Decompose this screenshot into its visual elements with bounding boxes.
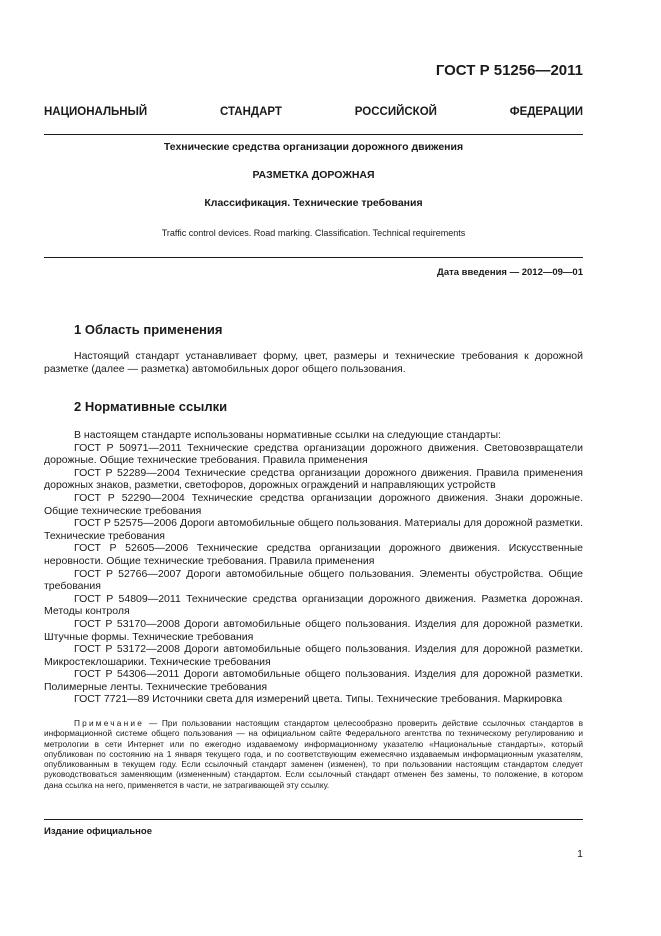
document-code: ГОСТ Р 51256—2011 <box>435 62 583 79</box>
footer-divider <box>44 819 583 820</box>
reference-item: ГОСТ Р 54809—2011 Технические средства организации дорожного движения. Разметка дорожная. Методы контроля <box>44 592 583 618</box>
top-divider <box>44 134 583 135</box>
introduction-date: Дата введения — 2012—09—01 <box>437 267 583 278</box>
references-intro: В настоящем стандарте использованы нормативные ссылки на следующие стандарты: <box>74 429 501 441</box>
title-divider <box>44 257 583 258</box>
reference-item: ГОСТ Р 53170—2008 Дороги автомобильные общего пользования. Изделия для дорожной разметки. Штучные формы. Технические требования <box>44 617 583 643</box>
reference-item: ГОСТ Р 50971—2011 Технические средства организации дорожного движения. Световозвращатели дорожные. Общие технические требования. Правила применения <box>44 441 583 467</box>
section-1-text: Настоящий стандарт устанавливает форму, цвет, размеры и технические требования к дорожной разметке (далее — разметка) автомобильных дорог общего пользования. <box>44 350 583 375</box>
title-line-1: Технические средства организации дорожного движения <box>163 141 464 153</box>
note-text: — При пользовании настоящим стандартом целесообразно проверить действие ссылочных стандартов в информационной системе общего пользования — на официальном сайте Федерального агентства по техническому регулированию и метрологии в сети Интернет или по ежегодно издаваемому информационному указателю «Национальные стандарты», который опубликован по состоянию на 1 января текущего года, и по соответствующим ежемесячно издаваемым информационным указателям, опубликованным в текущем году. Если ссылочный стандарт заменен (изменен), то при пользовании настоящим стандартом следует руководствоваться заменяющим (измененным) стандартом. Если ссылочный стандарт отменен без замены, то положение, в котором дана ссылка на него, применяется в части, не затрагивающей эту ссылку. <box>44 718 583 790</box>
section-1-heading: 1 Область применения <box>74 322 223 337</box>
official-edition-label: Издание официальное <box>44 826 152 837</box>
reference-item: ГОСТ Р 53172—2008 Дороги автомобильные общего пользования. Изделия для дорожной разметки. Микростеклошарики. Технические требования <box>44 643 583 668</box>
note-label: Примечание <box>74 718 145 728</box>
title-line-2: РАЗМЕТКА ДОРОЖНАЯ <box>252 169 375 181</box>
reference-item: ГОСТ Р 52289—2004 Технические средства организации дорожного движения. Правила применения дорожных знаков, разметки, светофоров, дорожных ограждений и направляющих устройств <box>44 466 583 492</box>
reference-item: ГОСТ Р 52575—2006 Дороги автомобильные общего пользования. Материалы для дорожной разметки. Технические требования <box>44 517 583 542</box>
reference-item: ГОСТ Р 52290—2004 Технические средства организации дорожного движения. Знаки дорожные. Общие технические требования <box>44 491 583 517</box>
reference-item: ГОСТ Р 52605—2006 Технические средства организации дорожного движения. Искусственные неровности. Общие технические требования. Правила применения <box>44 542 583 567</box>
references-note <box>44 718 583 790</box>
page-number: 1 <box>577 848 583 860</box>
national-standard-banner: НАЦИОНАЛЬНЫЙ СТАНДАРТ РОССИЙСКОЙ ФЕДЕРАЦИИ <box>44 106 583 118</box>
reference-item: ГОСТ Р 54306—2011 Дороги автомобильные общего пользования. Изделия для дорожной разметки. Полимерные ленты. Технические требования <box>44 668 583 693</box>
references-list <box>44 429 583 706</box>
reference-item: ГОСТ 7721—89 Источники света для измерений цвета. Типы. Технические требования. Маркировка <box>74 693 563 706</box>
title-line-3: Классификация. Технические требования <box>204 197 423 209</box>
section-2-heading: 2 Нормативные ссылки <box>74 399 228 414</box>
title-english: Traffic control devices. Road marking. Classification. Technical requirements <box>161 228 466 238</box>
reference-item: ГОСТ Р 52766—2007 Дороги автомобильные общего пользования. Элементы обустройства. Общие требования <box>44 567 583 593</box>
